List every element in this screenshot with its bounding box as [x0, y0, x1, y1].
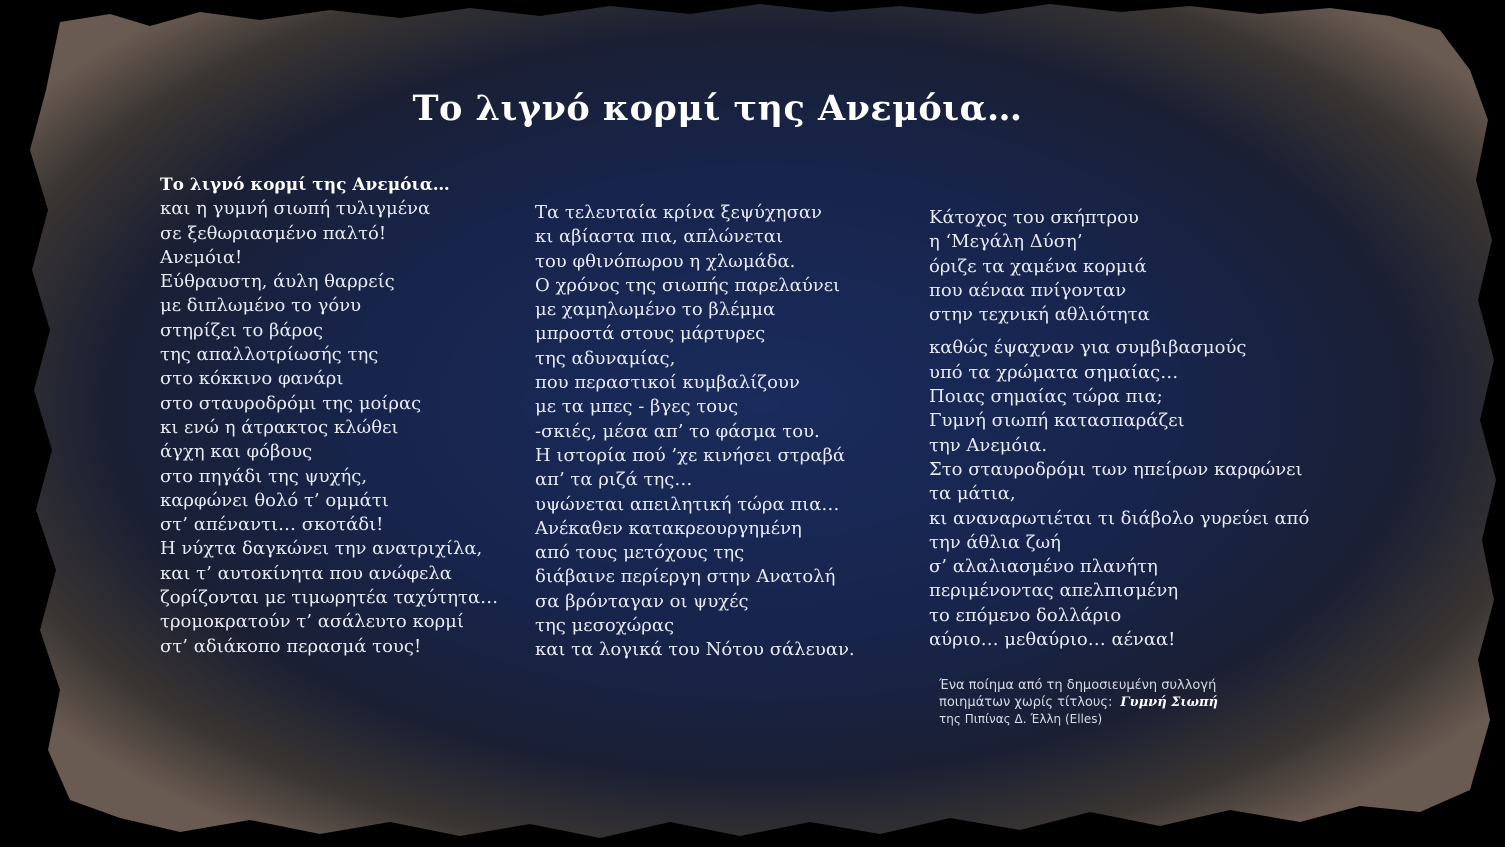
poem-line: και τ’ αυτοκίνητα που ανώφελα [160, 562, 452, 584]
poem-line: άγχη και φόβους [160, 441, 313, 463]
poem-line: και η γυμνή σιωπή τυλιγμένα [160, 198, 431, 220]
poem-line: Κάτοχος του σκήπτρου [929, 207, 1139, 228]
poem-line: το επόμενο δολλάριο [929, 604, 1122, 626]
poem-column-2 [535, 201, 855, 663]
poem-line: στηρίζει το βάρος [160, 319, 324, 341]
poem-column-3 [929, 206, 1309, 652]
poem-line: από τους μετόχους της [535, 542, 745, 564]
poem-line: περιμένοντας απελπισμένη [929, 580, 1179, 602]
poem-line: ζορίζονται με τιμωρητέα ταχύτητα… [160, 587, 499, 609]
poem-line: την άθλια ζωή [929, 531, 1061, 553]
poem-line: σα βρόνταγαν οι ψυχές [535, 590, 749, 612]
poem-line: Ο χρόνος της σιωπής παρελαύνει [535, 274, 841, 296]
poem-line: -σκιές, μέσα απ’ το φάσμα του. [535, 420, 820, 442]
poem-line: απ’ τα ριζά της… [535, 469, 693, 491]
poem-line: που περαστικοί κυμβαλίζουν [535, 372, 800, 394]
poem-line: της αδυναμίας, [535, 347, 676, 369]
credit-line-2-text: ποιημάτων χωρίς τίτλους: [939, 695, 1113, 710]
poem-line: η ‘Μεγάλη Δύση’ [929, 231, 1083, 253]
credit-line-3: της Πιπίνας Δ. Έλλη (Elles) [939, 712, 1103, 726]
poem-line: Ανεμόια! [160, 246, 243, 268]
poem-line: υψώνεται απειλητική τώρα πια… [535, 493, 840, 515]
credit-line-2 [939, 694, 1218, 711]
poem-line: της απαλλοτρίωσής της [160, 344, 379, 366]
poem-line: Η νύχτα δαγκώνει την ανατριχίλα, [160, 538, 483, 560]
poem-line: με τα μπες - βγες τους [535, 396, 739, 418]
collection-title: Γυμνή Σιωπή [1120, 695, 1218, 710]
poem-line: Ανέκαθεν κατακρεουργημένη [535, 517, 802, 539]
credit-note [939, 677, 1218, 728]
poem-line: και τα λογικά του Νότου σάλευαν. [535, 639, 855, 661]
poem-line: αύριο… μεθαύριο… αέναα! [929, 629, 1176, 651]
poem-line: κι αβίαστα πια, απλώνεται [535, 226, 783, 248]
poem-line: κι ενώ η άτρακτος κλώθει [160, 416, 399, 438]
poem-line: στ’ αδιάκοπο περασμά τους! [160, 635, 422, 657]
poem-line: του φθινόπωρου η χλωμάδα. [535, 250, 796, 272]
poem-line: στο κόκκινο φανάρι [160, 368, 344, 390]
poem-line: που αέναα πνίγονταν [929, 279, 1127, 301]
poem-line: καθώς έψαχναν για συμβιβασμούς [929, 337, 1247, 359]
poem-column-1 [160, 173, 498, 659]
poem-line: σ’ αλαλιασμένο πλανήτη [929, 556, 1158, 578]
poem-line: τα μάτια, [929, 483, 1016, 505]
poem-line: τρομοκρατούν τ’ ασάλευτο κορμί [160, 611, 464, 633]
poem-line: της μεσοχώρας [535, 615, 675, 637]
poem-line: υπό τα χρώματα σημαίας… [929, 361, 1179, 383]
poem-line: Γυμνή σιωπή κατασπαράζει [929, 410, 1185, 432]
poem-line: στ’ απέναντι… σκοτάδι! [160, 514, 384, 536]
poem-stanza-3b [929, 336, 1309, 652]
poem-line: με διπλωμένο το γόνυ [160, 295, 362, 317]
poem-stanza-3a [929, 206, 1309, 327]
poem-line: μπροστά στους μάρτυρες [535, 323, 766, 345]
poem-line: σε ξεθωριασμένο παλτό! [160, 222, 387, 244]
poem-line: διάβαινε περίεργη στην Ανατολή [535, 566, 836, 588]
page-title: Το λιγνό κορμί της Ανεμόια… [412, 88, 1023, 129]
credit-line-1: Ένα ποίημα από τη δημοσιευμένη συλλογή [939, 678, 1217, 693]
poem-line: Στο σταυροδρόμι των ηπείρων καρφώνει [929, 458, 1303, 480]
poem-line: όριζε τα χαμένα κορμιά [929, 255, 1147, 277]
poem-line: στην τεχνική αθλιότητα [929, 304, 1150, 326]
poem-line: Η ιστορία πού ’χε κινήσει στραβά [535, 444, 846, 466]
poem-line: Ποιας σημαίας τώρα πια; [929, 386, 1163, 408]
poem-line: στο σταυροδρόμι της μοίρας [160, 392, 422, 414]
poem-line: καρφώνει θολό τ’ ομμάτι [160, 489, 389, 511]
stanza-gap [929, 327, 1309, 336]
poem-line: με χαμηλωμένο το βλέμμα [535, 299, 776, 321]
poem-line: Εύθραυστη, άυλη θαρρείς [160, 271, 395, 293]
poem-line: κι αναναρωτιέται τι διάβολο γυρεύει από [929, 507, 1310, 529]
poem-line: Το λιγνό κορμί της Ανεμόια… [160, 175, 450, 195]
poem-line: Τα τελευταία κρίνα ξεψύχησαν [535, 202, 822, 223]
poem-line: την Ανεμόια. [929, 434, 1048, 456]
poem-line: στο πηγάδι της ψυχής, [160, 465, 368, 487]
